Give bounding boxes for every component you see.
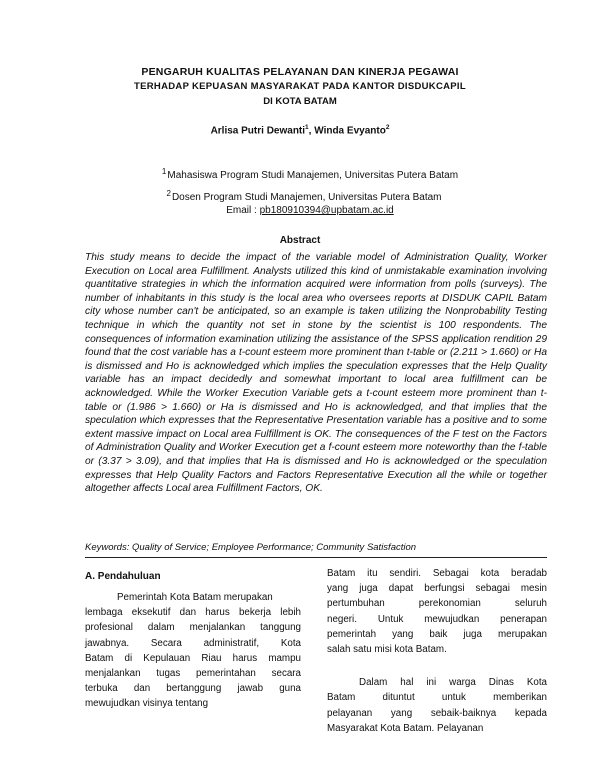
- paragraph-gap: [327, 657, 547, 675]
- author-name: Arlisa Putri Dewanti: [210, 125, 306, 137]
- paragraph-line: Masyarakat Kota Batam. Pelayanan: [327, 722, 484, 734]
- author-name: , Winda Evyanto: [308, 125, 386, 137]
- paragraph-line: pemerintah yang baik juga merupakan: [327, 628, 547, 640]
- paragraph-line: Batam di Kepulauan Riau harus mampu: [85, 652, 301, 664]
- email-link[interactable]: pb180910394@upbatam.ac.id: [259, 205, 394, 216]
- paragraph-line: Batam itu sendiri. Sebagai kota beradab: [327, 568, 547, 579]
- affiliation-number: 2: [166, 189, 171, 198]
- paragraph-line: lembaga eksekutif dan harus bekerja lebih: [85, 607, 301, 619]
- paper-title-line-1: PENGARUH KUALITAS PELAYANAN DAN KINERJA PEGAWAI: [141, 66, 459, 78]
- abstract-body: This study means to decide the impact of the variable model of Administration Quality, Worker Execution on Local area Fulfillment. Analysts utilized this kind of unmistakable examination involving quantitative strategies in which the information acquired were information from polls (surveys). The number of inhabitants in this study is the local area who oversees reports at DISDUK CAPIL Batam city whose number can't be anticipated, so an example is taken utilizing the Nonprobability Testing technique in which the quantity not set in stone by the scientist is 100 respondents. The consequences of information examination utilizing the assistance of the SPSS application rendition 29 found that the cost variable has a t-count esteem more prominent than t-table or (2.211 > 1.660) or Ha is dismissed and Ho is acknowledged which implies the speculation expresses that the Help Quality variable has an impact decidedly and somewhat important to local area fulfillment can be acknowledged. While the Worker Execution Variable gets a t-count esteem more prominent than t-table or (1.986 > 1.660) or Ha is dismissed and Ho is acknowledged, and that implies that the speculation which expresses that the Representative Presentation variable has a positive and to some extent massive impact on Local area Fulfillment is OK. The consequences of the F test on the Factors of Administration Quality and Worker Execution get a f-count esteem more noteworthy than the f-table or (3.37 > 3.09), and that implies that Ha is dismissed and Ho is acknowledged or the speculation expresses that Help Quality Factors and Factors Representative Execution all the while or together altogether affects Local area Fulfillment Factors, OK.: [85, 252, 547, 495]
- paper-title-line-2: TERHADAP KEPUASAN MASYARAKAT PADA KANTOR DISDUKCAPIL: [134, 81, 466, 92]
- paragraph-line: Batam dituntut untuk memberikan: [327, 692, 547, 704]
- affiliation-2: [4, 189, 600, 203]
- paragraph-line: negeri. Untuk mewujudkan penerapan: [327, 613, 547, 625]
- email-label: Email :: [226, 205, 260, 216]
- paragraph-line: menjalankan tugas pemerintahan secara: [85, 668, 301, 680]
- right-column: [327, 566, 547, 736]
- paragraph-line: pelayanan yang sebaik-baiknya kepada: [327, 707, 547, 719]
- author-superscript: 2: [385, 124, 390, 131]
- author-superscript: 1: [305, 124, 309, 131]
- paragraph-line: profesional dalam menjalankan tanggung: [85, 622, 301, 634]
- keywords-line: Keywords: Quality of Service; Employee Performance; Community Satisfaction: [85, 542, 547, 558]
- paragraph-line: yang juga dapat berfungsi sebagai mesin: [327, 583, 547, 595]
- paragraph-line: terbuka dan bertanggung jawab guna: [85, 683, 301, 695]
- abstract-heading: Abstract: [279, 235, 321, 246]
- affiliation-text: Dosen Program Studi Manajemen, Universitas Putera Batam: [171, 192, 442, 203]
- paragraph-line: Pemerintah Kota Batam merupakan: [117, 592, 273, 603]
- paragraph-line: pertumbuhan perekonomian seluruh: [327, 598, 547, 610]
- paper-title-line-3: DI KOTA BATAM: [263, 96, 337, 107]
- paragraph-line: Dalam hal ini warga Dinas Kota: [359, 677, 547, 689]
- paragraph-line: mewujudkan visinya tentang: [85, 698, 209, 710]
- email-line: [10, 205, 600, 216]
- affiliation-text: Mahasiswa Program Studi Manajemen, Universitas Putera Batam: [167, 170, 459, 181]
- section-heading: A. Pendahuluan: [85, 571, 161, 582]
- paragraph-line: salah satu misi kota Batam.: [327, 644, 447, 656]
- affiliation-1: [10, 167, 600, 181]
- left-column: [85, 590, 301, 712]
- author-list: [0, 124, 600, 136]
- paragraph-line: jawabnya. Secara administratif, Kota: [85, 637, 301, 649]
- affiliation-number: 1: [161, 167, 167, 176]
